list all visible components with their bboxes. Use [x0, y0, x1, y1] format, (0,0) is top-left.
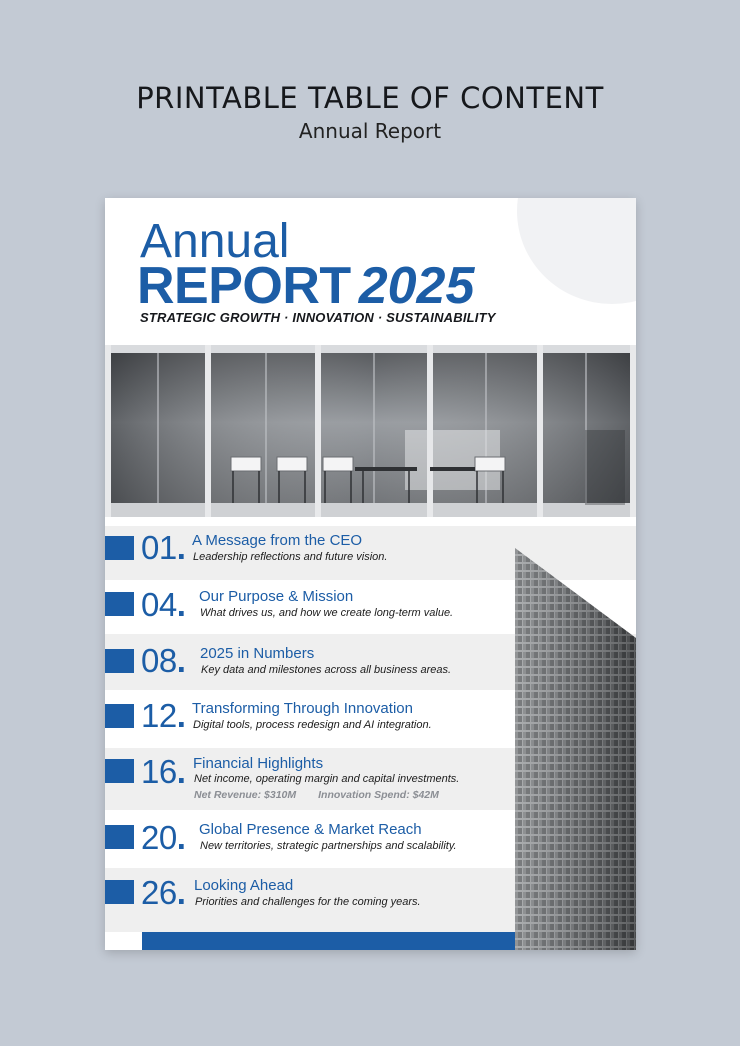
toc-description: New territories, strategic partnerships and scalability. [200, 840, 457, 852]
toc-title: Global Presence & Market Reach [199, 821, 422, 838]
toc-marker [105, 536, 134, 560]
toc-description: What drives us, and how we create long-term value. [200, 607, 454, 619]
page-header [0, 80, 740, 144]
report-document [105, 198, 636, 950]
cover-word-report: REPORT [137, 257, 351, 315]
stat-net-revenue: Net Revenue: $310M [194, 789, 297, 801]
toc-description: Digital tools, process redesign and AI integration. [193, 719, 432, 731]
skyscraper-photo-image [515, 548, 636, 950]
toc-title: Looking Ahead [194, 877, 294, 894]
toc-marker [105, 825, 134, 849]
toc-page-number: 08. [141, 642, 186, 679]
toc-page-number: 20. [141, 819, 186, 856]
toc-marker [105, 649, 134, 673]
toc-entry-26[interactable] [105, 874, 515, 936]
toc-marker [105, 759, 134, 783]
toc-entry-01[interactable] [105, 529, 515, 590]
toc-description: Priorities and challenges for the coming years. [195, 896, 421, 908]
toc-marker [105, 592, 134, 616]
decorative-circle [517, 198, 636, 304]
toc-description: Leadership reflections and future vision. [193, 551, 388, 563]
toc-marker [105, 880, 134, 904]
cover-year: 2025 [358, 257, 475, 315]
toc-page-number: 01. [141, 529, 186, 566]
toc-page-number: 12. [141, 697, 186, 734]
page-subtitle: Annual Report [298, 119, 442, 143]
toc-title: Financial Highlights [193, 755, 324, 772]
toc-title: Transforming Through Innovation [192, 700, 413, 717]
cover-word-annual: Annual [140, 215, 290, 268]
office-photo-image [105, 345, 636, 517]
toc-marker [105, 704, 134, 728]
stat-innovation-spend: Innovation Spend: $42M [318, 789, 439, 801]
page-title: PRINTABLE TABLE OF CONTENT [136, 81, 604, 115]
cover-title-line [137, 256, 474, 316]
toc-entry-20[interactable] [105, 819, 515, 880]
toc-page-number: 26. [141, 874, 186, 911]
toc-title: 2025 in Numbers [200, 645, 315, 662]
toc-title: Our Purpose & Mission [199, 588, 354, 605]
toc-title: A Message from the CEO [192, 532, 363, 549]
cover-tagline: STRATEGIC GROWTH · INNOVATION · SUSTAINABILITY [140, 310, 496, 325]
toc-description: Net income, operating margin and capital investments. [194, 773, 460, 785]
toc-entry-08[interactable] [105, 642, 515, 703]
toc-description: Key data and milestones across all business areas. [201, 664, 452, 676]
toc-entry-16[interactable] [105, 753, 515, 814]
toc-page-number: 16. [141, 753, 186, 790]
footer-accent-bar [142, 932, 515, 950]
toc-entry-12[interactable] [105, 697, 515, 758]
toc-entry-04[interactable] [105, 586, 515, 646]
toc-stats [194, 788, 439, 802]
toc-page-number: 04. [141, 586, 186, 623]
